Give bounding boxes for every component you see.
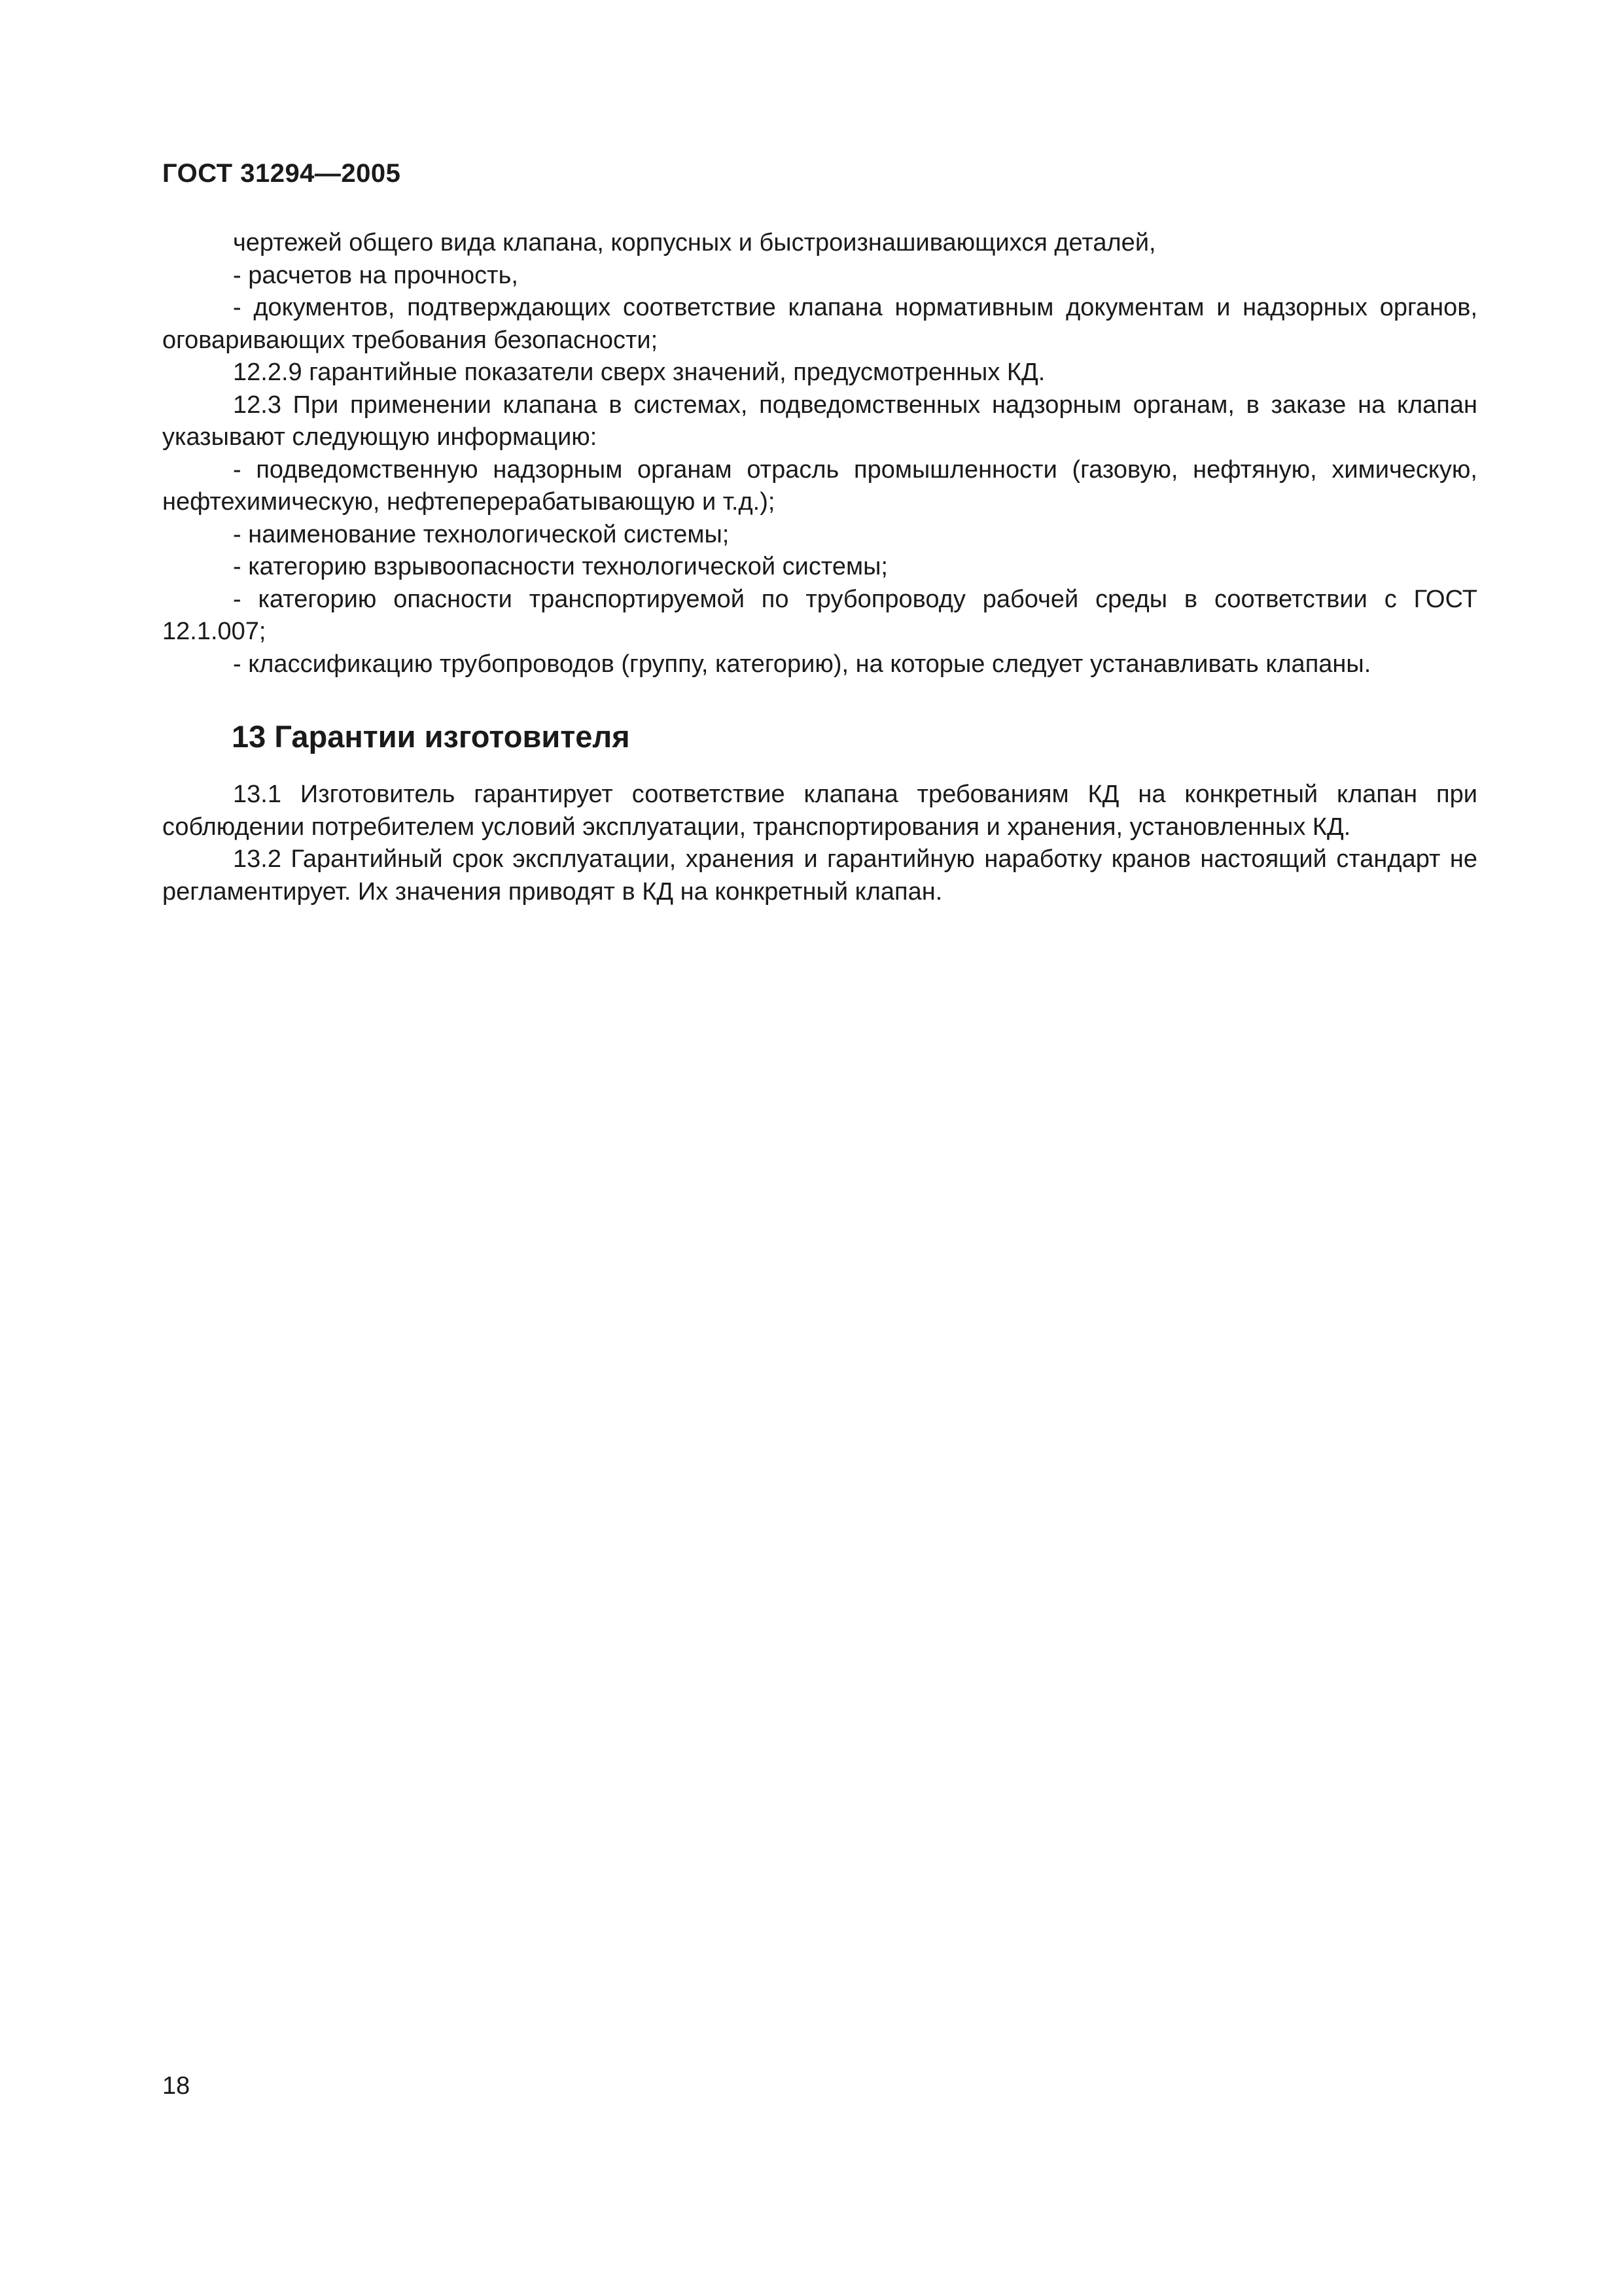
- list-item: - наименование технологической системы;: [233, 520, 730, 548]
- list-item: - категорию опасности транспортируемой по трубопроводу рабочей среды в соответствии с ГОСТ 12.1.007;: [162, 585, 1477, 645]
- section-13-title: 13 Гарантии изготовителя: [232, 719, 630, 754]
- list-item: - классификацию трубопроводов (группу, категорию), на которые следует устанавливать клапаны.: [233, 650, 1371, 678]
- paragraph: чертежей общего вида клапана, корпусных и быстроизнашивающихся деталей,: [233, 229, 1156, 256]
- document-code-header: ГОСТ 31294—2005: [162, 159, 401, 188]
- page-number: 18: [162, 2072, 190, 2100]
- clause-13-1: 13.1 Изготовитель гарантирует соответствие клапана требованиям КД на конкретный клапан при соблюдении потребителем условий эксплуатации, транспортирования и хранения, установленных КД.: [162, 781, 1477, 841]
- list-item: - расчетов на прочность,: [233, 261, 518, 289]
- section-13-body: [162, 779, 1477, 908]
- list-item: - документов, подтверждающих соответствие клапана нормативным документам и надзорных органов, оговаривающих требования безопасности;: [162, 294, 1477, 354]
- list-item: - категорию взрывоопасности технологической системы;: [233, 553, 888, 580]
- section-12-continuation: [162, 227, 1477, 680]
- clause-12-3: 12.3 При применении клапана в системах, подведомственных надзорным органам, в заказе на клапан указывают следующую информацию:: [162, 391, 1477, 451]
- clause-12-2-9: 12.2.9 гарантийные показатели сверх значений, предусмотренных КД.: [233, 359, 1046, 386]
- clause-13-2: 13.2 Гарантийный срок эксплуатации, хранения и гарантийную наработку кранов настоящий стандарт не регламентирует. Их значения приводят в КД на конкретный клапан.: [162, 845, 1477, 906]
- list-item: - подведомственную надзорным органам отрасль промышленности (газовую, нефтяную, химическую, нефтехимическую, нефтеперерабатывающую и т.д.);: [162, 455, 1477, 516]
